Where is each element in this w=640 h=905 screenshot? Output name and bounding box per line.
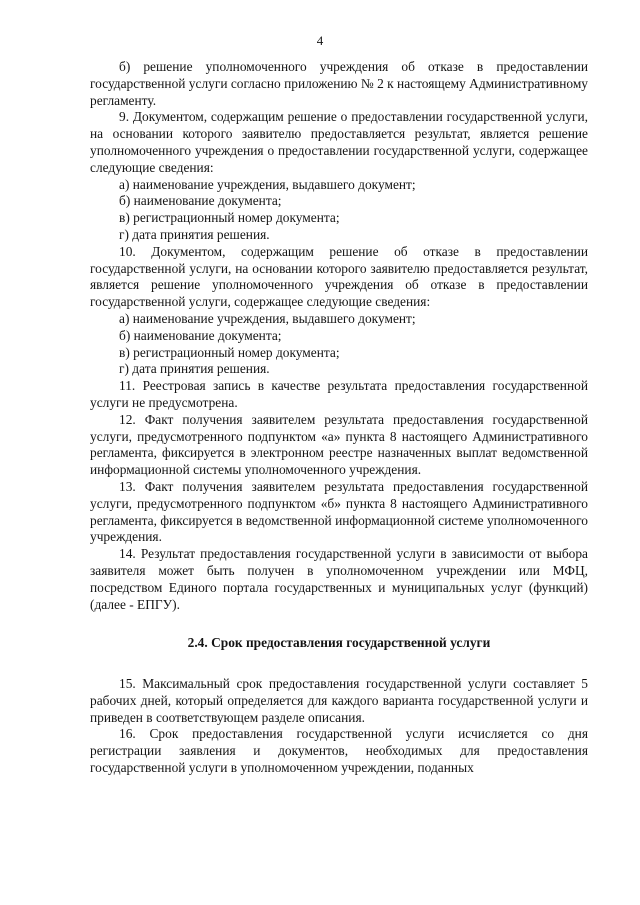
list-item-v: в) регистрационный номер документа;: [119, 210, 340, 226]
page-number: 4: [316, 33, 324, 48]
paragraph-16: 16. Срок предоставления государственной услуги исчисляется со дня регистрации заявления и документов, необходимых для предоставления государственной услуги в уполномоченном учреждении, поданных: [90, 726, 588, 776]
paragraph-15: 15. Максимальный срок предоставления государственной услуги составляет 5 рабочих дней, который определяется для каждого варианта государственной услуги и приведен в соответствующем разделе описания.: [90, 676, 588, 725]
list-item-b: б) наименование документа;: [119, 193, 282, 209]
list-item-g: г) дата принятия решения.: [119, 361, 270, 377]
list-item-a: а) наименование учреждения, выдавшего документ;: [119, 310, 416, 326]
list-item-g: г) дата принятия решения.: [119, 226, 270, 242]
list-item-b: б) наименование документа;: [119, 327, 282, 343]
text-block-top: [90, 59, 588, 777]
list-item-a: а) наименование учреждения, выдавшего документ;: [119, 176, 416, 192]
paragraph-b-refusal: б) решение уполномоченного учреждения об отказе в предоставлении государственной услуги согласно приложению № 2 к настоящему Административному регламенту.: [90, 59, 588, 108]
paragraph-11: 11. Реестровая запись в качестве результата предоставления государственной услуги не предусмотрена.: [90, 378, 588, 410]
paragraph-12: 12. Факт получения заявителем результата предоставления государственной услуги, предусмотренного подпунктом «а» пункта 8 настоящего Административного регламента, фиксируется в электронном реестре назначенных выплат ведомственной информационной системы уполномоченного учреждения.: [90, 411, 588, 478]
paragraph-14: 14. Результат предоставления государственной услуги в зависимости от выбора заявителя может быть получен в уполномоченном учреждении или МФЦ, посредством Единого портала государственных и муниципальных услуг (функций) (далее - ЕПГУ).: [90, 546, 588, 612]
paragraph-13: 13. Факт получения заявителем результата предоставления государственной услуги, предусмотренного подпунктом «б» пункта 8 настоящего Административного регламента, фиксируется в ведомственной информационной системе уполномоченного учреждения.: [90, 478, 588, 545]
paragraph-10: 10. Документом, содержащим решение об отказе в предоставлении государственной услуги, на основании которого заявителю предоставляется результат, является решение уполномоченного учреждения об отказе в предоставлении государственной услуги, содержащее следующие сведения:: [90, 243, 588, 310]
paragraph-9: 9. Документом, содержащим решение о предоставлении государственной услуги, на основании которого заявителю предоставляется результат, является решение уполномоченного учреждения о предоставлении государственной услуги, содержащее следующие сведения:: [90, 109, 588, 175]
list-item-v: в) регистрационный номер документа;: [119, 344, 340, 360]
section-heading: 2.4. Срок предоставления государственной услуги: [187, 635, 491, 651]
